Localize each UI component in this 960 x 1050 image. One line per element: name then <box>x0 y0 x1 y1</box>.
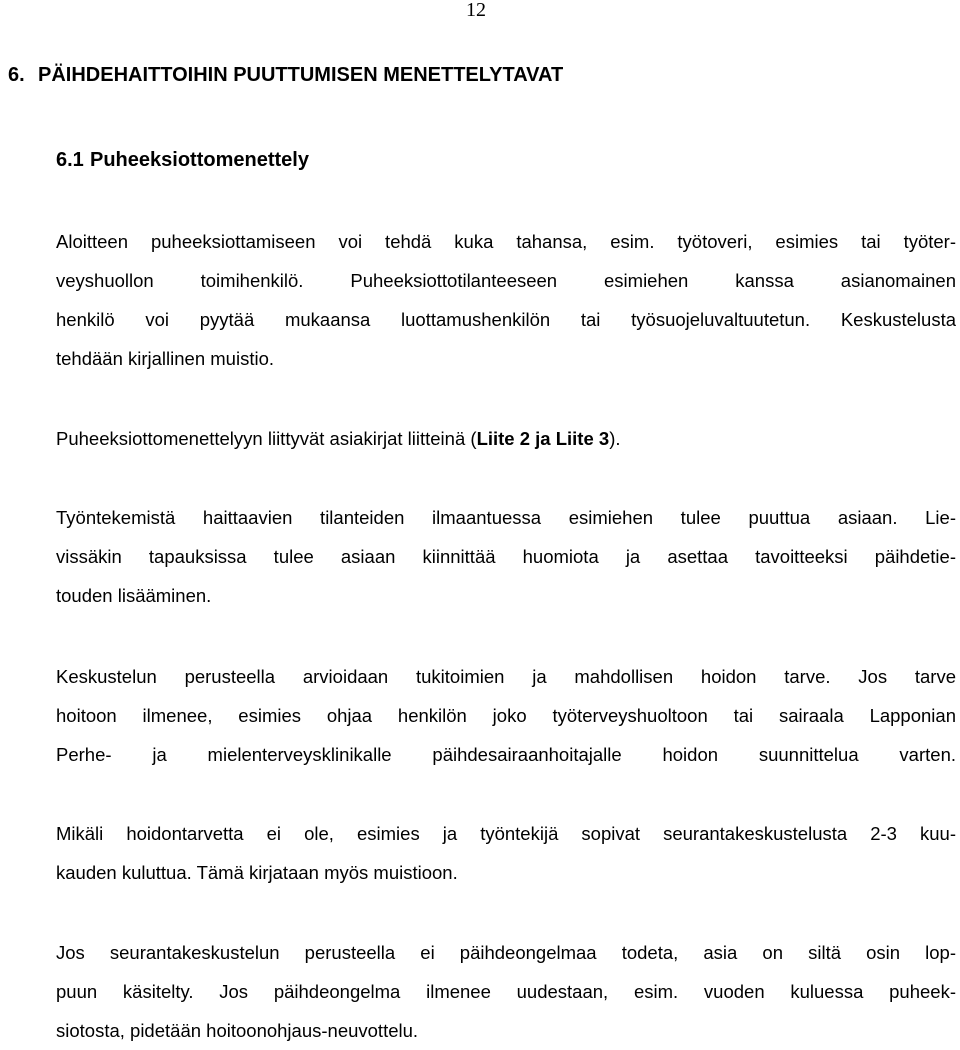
paragraph-line: kauden kuluttua. Tämä kirjataan myös muistioon. <box>56 862 458 883</box>
chapter-title: PÄIHDEHAITTOIHIN PUUTTUMISEN MENETTELYTAVAT <box>38 64 564 86</box>
section-heading <box>56 148 309 172</box>
paragraph-5 <box>56 814 956 892</box>
paragraph-line: vissäkin tapauksissa tulee asiaan kiinnittää huomiota ja asettaa tavoitteeksi päihdetie- <box>56 546 956 567</box>
paragraph-line <box>56 419 956 458</box>
paragraph-line: Työntekemistä haittaavien tilanteiden ilmaantuessa esimiehen tulee puuttua asiaan. Lie- <box>56 507 956 528</box>
paragraph-text: Puheeksiottomenettelyyn liittyvät asiakirjat liitteinä ( <box>56 428 477 449</box>
paragraph-line: Perhe- ja mielenterveysklinikalle päihdesairaanhoitajalle hoidon suunnittelua varten. <box>56 744 956 765</box>
page-number: 12 <box>466 0 486 21</box>
paragraph-line: touden lisääminen. <box>56 585 212 606</box>
paragraph-line: hoitoon ilmenee, esimies ohjaa henkilön joko työterveyshuoltoon tai sairaala Lapponian <box>56 705 956 726</box>
paragraph-line: Mikäli hoidontarvetta ei ole, esimies ja työntekijä sopivat seurantakeskustelusta 2-3 kuu- <box>56 823 956 844</box>
paragraph-line: Jos seurantakeskustelun perusteella ei päihdeongelmaa todeta, asia on siltä osin lop- <box>56 942 956 963</box>
paragraph-3 <box>56 498 956 615</box>
attachment-reference: Liite 2 ja Liite 3 <box>476 428 610 449</box>
paragraph-6 <box>56 933 956 1050</box>
paragraph-line: Aloitteen puheeksiottamiseen voi tehdä kuka tahansa, esim. työtoveri, esimies tai työter- <box>56 231 956 252</box>
chapter-number: 6. <box>8 64 25 86</box>
paragraph-line: veyshuollon toimihenkilö. Puheeksiottotilanteeseen esimiehen kanssa asianomainen <box>56 270 956 291</box>
paragraph-line: siotosta, pidetään hoitoonohjaus-neuvottelu. <box>56 1020 419 1041</box>
paragraph-text: ). <box>609 428 621 449</box>
paragraph-2 <box>56 419 956 458</box>
section-number: 6.1 <box>56 149 84 171</box>
paragraph-line: henkilö voi pyytää mukaansa luottamushenkilön tai työsuojeluvaltuutetun. Keskustelusta <box>56 309 956 330</box>
paragraph-4 <box>56 657 956 774</box>
paragraph-line: puun käsitelty. Jos päihdeongelma ilmenee uudestaan, esim. vuoden kuluessa puheek- <box>56 981 956 1002</box>
chapter-heading <box>8 63 563 87</box>
paragraph-line: tehdään kirjallinen muistio. <box>56 348 275 369</box>
section-title: Puheeksiottomenettely <box>90 149 309 171</box>
paragraph-1 <box>56 222 956 378</box>
paragraph-line: Keskustelun perusteella arvioidaan tukitoimien ja mahdollisen hoidon tarve. Jos tarve <box>56 666 956 687</box>
